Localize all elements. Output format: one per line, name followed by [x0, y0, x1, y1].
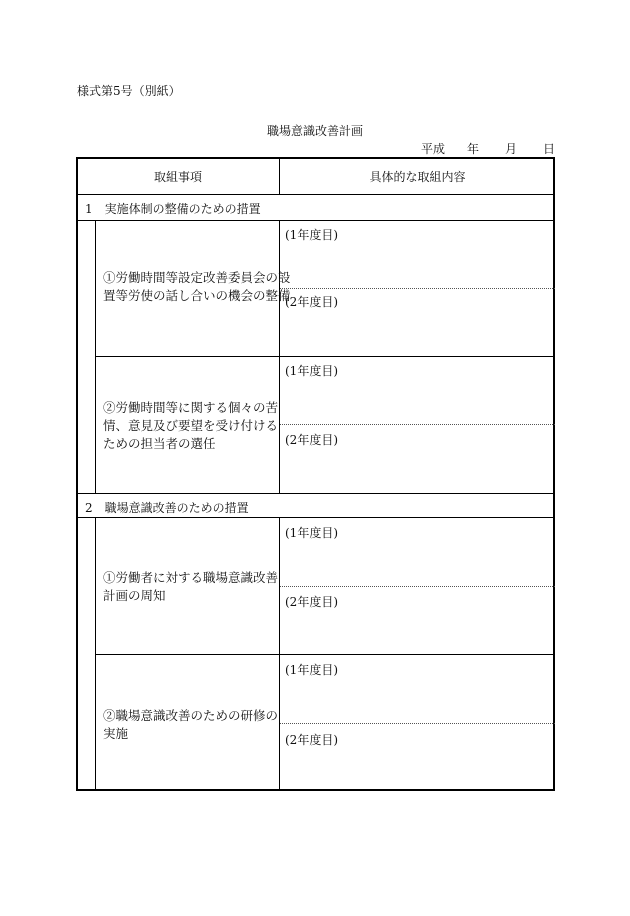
date-day: 日: [543, 142, 556, 156]
item-2-1-dotted-divider: [280, 586, 555, 587]
item-1-1-dotted-divider: [280, 288, 555, 289]
item-1-1-bottom: [95, 356, 555, 357]
item-2-1-year1: (1年度目): [285, 526, 338, 540]
date-line: [421, 141, 555, 157]
item-2-2-year1: (1年度目): [285, 663, 338, 677]
section-1-title: 1 実施体制の整備のための措置: [85, 202, 261, 216]
section-1-divider: [78, 220, 555, 221]
section-2-title: 2 職場意識改善のための措置: [85, 501, 249, 515]
item-2-2-label: ②職場意識改善のための研修の 実施: [103, 708, 279, 741]
section-2-divider: [78, 517, 555, 518]
item-2-1-label: ①労働者に対する職場意識改善 計画の周知: [103, 570, 279, 603]
form-label: 様式第5号（別紙）: [77, 84, 181, 98]
item-2-1-bottom: [95, 654, 555, 655]
date-era: 平成: [421, 142, 446, 156]
header-content: 具体的な取組内容: [369, 170, 466, 184]
header-items: 取組事項: [153, 170, 202, 184]
section-1-indent-line: [95, 220, 96, 494]
document-title: 職場意識改善計画: [266, 124, 363, 138]
item-1-2-year2: (2年度目): [285, 433, 338, 447]
section-1-bottom: [78, 493, 555, 494]
item-1-1-year2: (2年度目): [285, 295, 338, 309]
item-1-1-label: ①労働時間等設定改善委員会の設 置等労使の話し合いの機会の整備: [103, 270, 291, 303]
header-column-divider: [279, 159, 280, 195]
item-1-2-label: ②労働時間等に関する個々の苦 情、意見及び要望を受け付ける ための担当者の選任: [103, 400, 279, 451]
item-2-1-year2: (2年度目): [285, 595, 338, 609]
date-year: 年: [467, 142, 480, 156]
section-1-column-divider: [279, 220, 280, 494]
item-2-2-year2: (2年度目): [285, 733, 338, 747]
item-1-2-dotted-divider: [280, 424, 555, 425]
item-1-1-year1: (1年度目): [285, 228, 338, 242]
item-1-2-year1: (1年度目): [285, 364, 338, 378]
header-divider: [78, 194, 555, 195]
date-month: 月: [505, 142, 518, 156]
item-2-2-dotted-divider: [280, 723, 555, 724]
plan-table: [76, 157, 555, 791]
